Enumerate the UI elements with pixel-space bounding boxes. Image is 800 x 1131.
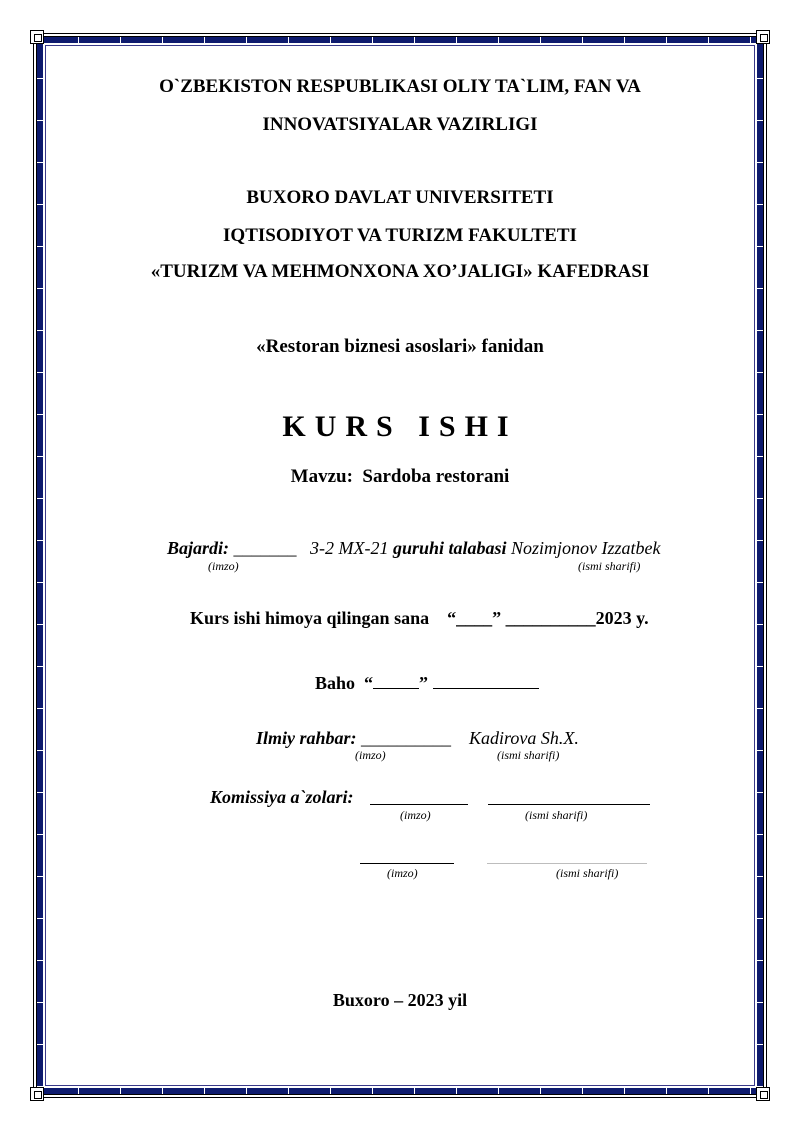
grade-word-blank — [433, 688, 539, 689]
commission-name-blank-2 — [487, 863, 647, 864]
border-ticks-bottom — [37, 1088, 763, 1094]
grade-score-blank — [373, 688, 419, 689]
advisor-label: Ilmiy rahbar: — [256, 728, 357, 748]
corner-ornament-top-right — [756, 30, 770, 44]
advisor-sign-blank: __________ — [361, 728, 452, 748]
commission-name-blank-1 — [488, 790, 650, 805]
commission-name-hint-2: (ismi sharifi) — [556, 866, 619, 880]
document-title: KURS ISHI — [282, 410, 518, 443]
defense-line — [190, 608, 649, 629]
author-line — [167, 538, 661, 559]
commission-name-hint-1: (ismi sharifi) — [525, 808, 588, 822]
commission-sign-hint-2: (imzo) — [387, 866, 418, 880]
author-label: Bajardi: — [167, 538, 230, 558]
ministry-line-2: INNOVATSIYALAR VAZIRLIGI — [262, 114, 538, 135]
grade-line — [315, 673, 539, 694]
topic-value: Sardoba restorani — [362, 466, 510, 487]
grade-close-quote: ” — [419, 673, 429, 693]
subject-line: «Restoran biznesi asoslari» fanidan — [256, 336, 544, 357]
advisor-name-hint: (ismi sharifi) — [497, 748, 560, 762]
author-role: guruhi talabasi — [393, 538, 507, 558]
topic-label: Mavzu: — [290, 466, 353, 487]
defense-month-blank: __________ — [505, 608, 596, 628]
topic-line — [0, 466, 800, 488]
border-ticks-top — [37, 37, 763, 43]
author-name-hint: (ismi sharifi) — [578, 559, 641, 573]
place-and-year: Buxoro – 2023 yil — [332, 990, 468, 1010]
grade-label: Baho — [315, 673, 356, 693]
corner-ornament-top-left — [30, 30, 44, 44]
commission-sign-blank-1 — [370, 790, 468, 805]
department-name: «TURIZM VA MEHMONXONA XO’JALIGI» KAFEDRASI — [150, 261, 650, 282]
author-group: 3-2 MX-21 — [310, 538, 389, 558]
commission-sign-blank-2 — [360, 849, 454, 864]
university-name: BUXORO DAVLAT UNIVERSITETI — [246, 187, 554, 208]
defense-text: Kurs ishi himoya qilingan sana — [190, 608, 430, 628]
commission-label: Komissiya a`zolari: — [210, 787, 354, 807]
defense-day-blank: “____” — [447, 608, 502, 628]
author-sign-blank: _______ — [233, 538, 297, 558]
advisor-line — [256, 728, 579, 749]
faculty-name: IQTISODIYOT VA TURIZM FAKULTETI — [223, 225, 577, 246]
corner-ornament-bottom-left — [30, 1087, 44, 1101]
commission-sign-hint-1: (imzo) — [400, 808, 431, 822]
author-sign-hint: (imzo) — [208, 559, 239, 573]
defense-year: 2023 y. — [595, 608, 649, 628]
ministry-line-1: O`ZBEKISTON RESPUBLIKASI OLIY TA`LIM, FAN VA — [159, 76, 641, 97]
advisor-sign-hint: (imzo) — [355, 748, 386, 762]
grade-open-quote: “ — [364, 673, 374, 693]
author-name: Nozimjonov Izzatbek — [511, 538, 661, 558]
advisor-name: Kadirova Sh.X. — [469, 728, 579, 748]
corner-ornament-bottom-right — [756, 1087, 770, 1101]
